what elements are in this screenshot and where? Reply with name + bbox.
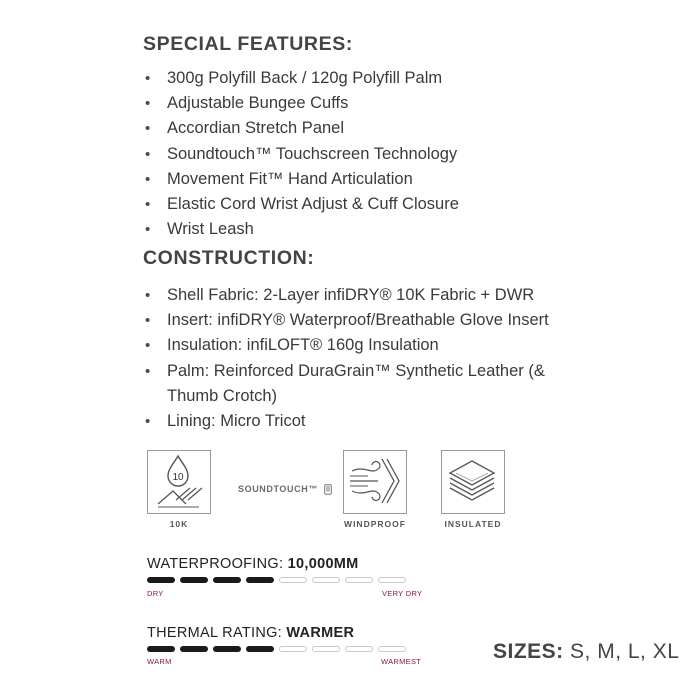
insulated-label: INSULATED [444, 519, 502, 529]
list-item: • Insulation: infiLOFT® 160g Insulation [145, 333, 565, 358]
soundtouch-logo-text: SOUNDTOUCH™ [238, 484, 318, 494]
list-item: • Movement Fit™ Hand Articulation [145, 167, 459, 192]
sizes [493, 640, 679, 664]
rating-segment-empty [312, 646, 340, 652]
rating-segment-empty [279, 646, 307, 652]
insulated-badge [441, 450, 505, 514]
list-item: • Accordian Stretch Panel [145, 116, 459, 141]
thermal-title [147, 625, 354, 641]
list-item: • Insert: infiDRY® Waterproof/Breathable Glove Insert [145, 308, 565, 333]
list-item: • Lining: Micro Tricot [145, 409, 565, 434]
wind-shield-icon [344, 451, 405, 512]
thermal-label: THERMAL RATING: [147, 625, 283, 641]
waterproofing-max-label: VERY DRY [382, 589, 423, 598]
rating-segment-empty [312, 577, 340, 583]
construction-list [145, 283, 565, 434]
list-item: • Wrist Leash [145, 217, 459, 242]
phone-icon [324, 484, 332, 495]
rating-segment-filled [246, 577, 274, 583]
waterproof-badge-number: 10 [172, 472, 184, 483]
sizes-value: S, M, L, XL [570, 640, 680, 663]
waterproof-badge [147, 450, 211, 514]
list-item: • Elastic Cord Wrist Adjust & Cuff Closure [145, 192, 459, 217]
rating-segment-filled [213, 577, 241, 583]
rating-segment-filled [213, 646, 241, 652]
list-item: • Adjustable Bungee Cuffs [145, 91, 459, 116]
rating-segment-filled [147, 577, 175, 583]
windproof-label: WINDPROOF [344, 519, 406, 529]
layers-icon [442, 451, 503, 512]
soundtouch-logo [238, 484, 332, 495]
rating-segment-empty [279, 577, 307, 583]
waterproof-label: 10K [169, 519, 189, 529]
thermal-max-label: WARMEST [381, 657, 422, 666]
list-item: • Shell Fabric: 2-Layer infiDRY® 10K Fabric + DWR [145, 283, 565, 308]
rating-segment-empty [345, 646, 373, 652]
rating-segment-filled [147, 646, 175, 652]
rating-segment-empty [345, 577, 373, 583]
thermal-value: WARMER [286, 625, 355, 641]
sizes-label: SIZES: [493, 640, 564, 663]
thermal-min-label: WARM [147, 657, 172, 666]
special-features-heading: SPECIAL FEATURES: [143, 33, 353, 55]
rating-segment-filled [180, 646, 208, 652]
waterproof-drop-icon [148, 451, 209, 512]
rating-segment-empty [378, 577, 406, 583]
construction-heading: CONSTRUCTION: [143, 247, 315, 269]
special-features-list [145, 66, 459, 242]
waterproofing-label: WATERPROOFING: [147, 556, 284, 572]
rating-segment-filled [246, 646, 274, 652]
waterproofing-min-label: DRY [147, 589, 164, 598]
windproof-badge [343, 450, 407, 514]
waterproofing-title [147, 556, 359, 572]
list-item: • 300g Polyfill Back / 120g Polyfill Palm [145, 66, 459, 91]
list-item: • Palm: Reinforced DuraGrain™ Synthetic Leather (& Thumb Crotch) [145, 359, 565, 409]
list-item: • Soundtouch™ Touchscreen Technology [145, 142, 459, 167]
rating-segment-empty [378, 646, 406, 652]
waterproofing-rating-bar [147, 577, 411, 583]
rating-segment-filled [180, 577, 208, 583]
thermal-rating-bar [147, 646, 411, 652]
waterproofing-value: 10,000MM [287, 556, 359, 572]
